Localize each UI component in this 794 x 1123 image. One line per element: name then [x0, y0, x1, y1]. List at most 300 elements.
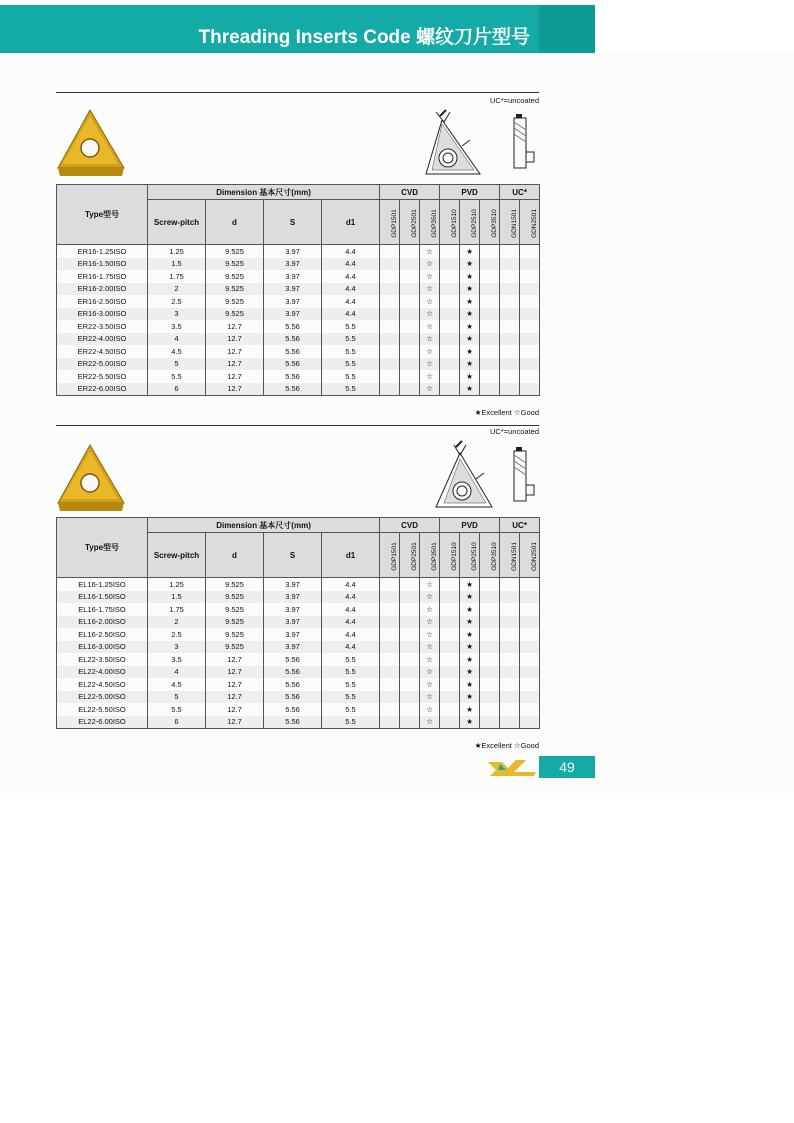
- header-accent: [539, 5, 595, 53]
- grade-cell: [480, 653, 500, 666]
- header-grade: GDP3501: [420, 533, 440, 578]
- header-uc: UC*: [500, 518, 540, 533]
- type-cell: EL22-5.00ISO: [57, 691, 148, 704]
- d1-cell: 4.4: [322, 245, 380, 258]
- header-s: S: [264, 533, 322, 578]
- d1-cell: 4.4: [322, 270, 380, 283]
- grade-cell: ★: [460, 653, 480, 666]
- s-cell: 3.97: [264, 591, 322, 604]
- insert-photo: [56, 106, 128, 178]
- header-grade: GDP1510: [440, 200, 460, 245]
- type-cell: ER22-3.50ISO: [57, 320, 148, 333]
- grade-cell: ★: [460, 345, 480, 358]
- table-row: [57, 666, 540, 679]
- grade-cell: [520, 308, 540, 321]
- header-grade: GDP3510: [480, 200, 500, 245]
- grade-cell: [480, 591, 500, 604]
- grade-cell: [480, 666, 500, 679]
- s-cell: 5.56: [264, 383, 322, 396]
- uncoated-note: UC*=uncoated: [490, 427, 539, 436]
- grade-cell: [500, 703, 520, 716]
- d-cell: 9.525: [206, 270, 264, 283]
- grade-cell: [500, 270, 520, 283]
- d1-cell: 5.5: [322, 653, 380, 666]
- grade-cell: [440, 333, 460, 346]
- table-row: [57, 691, 540, 704]
- grade-cell: [380, 641, 400, 654]
- table-row: [57, 628, 540, 641]
- grade-cell: [480, 716, 500, 729]
- grade-cell: [520, 603, 540, 616]
- table-row: [57, 678, 540, 691]
- pitch-cell: 1.75: [148, 603, 206, 616]
- grade-cell: ★: [460, 308, 480, 321]
- grade-cell: [440, 678, 460, 691]
- grade-cell: ★: [460, 628, 480, 641]
- d1-cell: 5.5: [322, 333, 380, 346]
- grade-cell: [380, 578, 400, 591]
- type-cell: ER22-6.00ISO: [57, 383, 148, 396]
- grade-cell: [440, 320, 460, 333]
- grade-cell: ★: [460, 383, 480, 396]
- pitch-cell: 1.5: [148, 591, 206, 604]
- header-screw-pitch: Screw-pitch: [148, 533, 206, 578]
- table-row: [57, 358, 540, 371]
- grade-cell: ★: [460, 678, 480, 691]
- d1-cell: 5.5: [322, 358, 380, 371]
- header-type: Type型号: [57, 518, 148, 578]
- pitch-cell: 4: [148, 333, 206, 346]
- s-cell: 3.97: [264, 245, 322, 258]
- grade-cell: [440, 383, 460, 396]
- table-row: [57, 270, 540, 283]
- pitch-cell: 5: [148, 691, 206, 704]
- pitch-cell: 6: [148, 383, 206, 396]
- type-cell: EL22-6.00ISO: [57, 716, 148, 729]
- grade-cell: [500, 603, 520, 616]
- grade-cell: [520, 345, 540, 358]
- d1-cell: 5.5: [322, 716, 380, 729]
- grade-cell: ☆: [420, 333, 440, 346]
- header-grade: GDP1501: [380, 533, 400, 578]
- grade-cell: [500, 345, 520, 358]
- s-cell: 3.97: [264, 641, 322, 654]
- grade-cell: [400, 270, 420, 283]
- grade-cell: [440, 716, 460, 729]
- grade-cell: [520, 653, 540, 666]
- d-cell: 9.525: [206, 641, 264, 654]
- pitch-cell: 2.5: [148, 628, 206, 641]
- type-cell: EL22-4.50ISO: [57, 678, 148, 691]
- grade-cell: [440, 283, 460, 296]
- pitch-cell: 1.25: [148, 578, 206, 591]
- grade-cell: [520, 383, 540, 396]
- spec-table-el: [56, 517, 540, 729]
- d1-cell: 5.5: [322, 320, 380, 333]
- type-cell: ER22-4.50ISO: [57, 345, 148, 358]
- d1-cell: 4.4: [322, 641, 380, 654]
- d-cell: 12.7: [206, 666, 264, 679]
- type-cell: EL22-5.50ISO: [57, 703, 148, 716]
- grade-cell: [500, 678, 520, 691]
- d-cell: 12.7: [206, 383, 264, 396]
- grade-cell: ★: [460, 283, 480, 296]
- pitch-cell: 1.75: [148, 270, 206, 283]
- s-cell: 3.97: [264, 283, 322, 296]
- grade-cell: [480, 603, 500, 616]
- header-d1: d1: [322, 533, 380, 578]
- grade-cell: [480, 295, 500, 308]
- header-s: S: [264, 200, 322, 245]
- grade-cell: ★: [460, 295, 480, 308]
- header-screw-pitch: Screw-pitch: [148, 200, 206, 245]
- grade-cell: [520, 283, 540, 296]
- section-rule: [56, 92, 539, 93]
- d-cell: 9.525: [206, 616, 264, 629]
- grade-cell: [440, 358, 460, 371]
- grade-cell: [440, 703, 460, 716]
- grade-cell: ☆: [420, 358, 440, 371]
- grade-cell: [520, 370, 540, 383]
- grade-cell: [400, 691, 420, 704]
- grade-cell: ☆: [420, 716, 440, 729]
- header-d: d: [206, 200, 264, 245]
- table-row: [57, 345, 540, 358]
- d-cell: 12.7: [206, 370, 264, 383]
- header-d: d: [206, 533, 264, 578]
- grade-cell: [480, 333, 500, 346]
- brand-logo: [486, 758, 538, 778]
- header-pvd: PVD: [440, 518, 500, 533]
- grade-cell: [500, 283, 520, 296]
- grade-cell: [380, 258, 400, 271]
- header-grade: GDP3501: [420, 200, 440, 245]
- pitch-cell: 3.5: [148, 320, 206, 333]
- type-cell: EL16-3.00ISO: [57, 641, 148, 654]
- grade-cell: [500, 358, 520, 371]
- grade-cell: [480, 258, 500, 271]
- d1-cell: 4.4: [322, 628, 380, 641]
- grade-cell: [520, 616, 540, 629]
- header-grade: GDP1501: [380, 200, 400, 245]
- header-grade: GDN1501: [500, 200, 520, 245]
- grade-cell: [440, 370, 460, 383]
- rating-legend: ★Excellent ☆Good: [474, 741, 539, 750]
- s-cell: 3.97: [264, 270, 322, 283]
- grade-cell: [520, 641, 540, 654]
- type-cell: ER16-1.25ISO: [57, 245, 148, 258]
- grade-cell: [380, 628, 400, 641]
- grade-cell: ☆: [420, 283, 440, 296]
- grade-cell: [440, 628, 460, 641]
- insert-diagram: [432, 437, 496, 513]
- grade-cell: [480, 345, 500, 358]
- grade-cell: ☆: [420, 308, 440, 321]
- type-cell: EL16-1.25ISO: [57, 578, 148, 591]
- type-cell: ER16-1.50ISO: [57, 258, 148, 271]
- pitch-cell: 4.5: [148, 678, 206, 691]
- table-row: [57, 591, 540, 604]
- grade-cell: [480, 691, 500, 704]
- grade-cell: [400, 716, 420, 729]
- grade-cell: [380, 333, 400, 346]
- header-dimension: Dimension 基本尺寸(mm): [148, 185, 380, 200]
- grade-cell: ★: [460, 616, 480, 629]
- d1-cell: 5.5: [322, 345, 380, 358]
- grade-cell: [480, 616, 500, 629]
- table-row: [57, 295, 540, 308]
- grade-cell: [400, 345, 420, 358]
- grade-cell: [400, 578, 420, 591]
- spec-table-er: [56, 184, 540, 396]
- section-el: [56, 425, 539, 755]
- d-cell: 9.525: [206, 295, 264, 308]
- grade-cell: ★: [460, 320, 480, 333]
- grade-cell: [500, 591, 520, 604]
- type-cell: EL16-2.00ISO: [57, 616, 148, 629]
- grade-cell: [500, 258, 520, 271]
- grade-cell: [380, 308, 400, 321]
- grade-cell: [480, 703, 500, 716]
- grade-cell: [440, 616, 460, 629]
- s-cell: 5.56: [264, 320, 322, 333]
- header-dimension: Dimension 基本尺寸(mm): [148, 518, 380, 533]
- grade-cell: [480, 245, 500, 258]
- grade-cell: [480, 358, 500, 371]
- grade-cell: [500, 616, 520, 629]
- d1-cell: 5.5: [322, 370, 380, 383]
- grade-cell: ☆: [420, 295, 440, 308]
- grade-cell: [480, 320, 500, 333]
- d1-cell: 5.5: [322, 666, 380, 679]
- grade-cell: [380, 716, 400, 729]
- grade-cell: [520, 691, 540, 704]
- d-cell: 12.7: [206, 320, 264, 333]
- s-cell: 3.97: [264, 603, 322, 616]
- grade-cell: ★: [460, 245, 480, 258]
- rating-legend: ★Excellent ☆Good: [474, 408, 539, 417]
- d-cell: 9.525: [206, 628, 264, 641]
- grade-cell: ★: [460, 358, 480, 371]
- s-cell: 3.97: [264, 628, 322, 641]
- header-type: Type型号: [57, 185, 148, 245]
- pitch-cell: 6: [148, 716, 206, 729]
- grade-cell: ☆: [420, 320, 440, 333]
- grade-cell: ☆: [420, 258, 440, 271]
- header-grade: GDP2501: [400, 533, 420, 578]
- grade-cell: [500, 370, 520, 383]
- grade-cell: [500, 691, 520, 704]
- grade-cell: [500, 578, 520, 591]
- grade-cell: ☆: [420, 628, 440, 641]
- grade-cell: [380, 678, 400, 691]
- grade-cell: [520, 358, 540, 371]
- d-cell: 12.7: [206, 678, 264, 691]
- pitch-cell: 3: [148, 641, 206, 654]
- grade-cell: ★: [460, 591, 480, 604]
- grade-cell: [520, 591, 540, 604]
- grade-cell: [500, 320, 520, 333]
- grade-cell: [400, 308, 420, 321]
- grade-cell: [400, 258, 420, 271]
- grade-cell: [380, 295, 400, 308]
- grade-cell: [440, 345, 460, 358]
- type-cell: ER22-5.50ISO: [57, 370, 148, 383]
- d-cell: 12.7: [206, 691, 264, 704]
- table-row: [57, 320, 540, 333]
- table-row: [57, 308, 540, 321]
- insert-side-diagram: [508, 445, 542, 507]
- header-cvd: CVD: [380, 185, 440, 200]
- grade-cell: [400, 370, 420, 383]
- grade-cell: [400, 320, 420, 333]
- header-grade: GDN2501: [520, 200, 540, 245]
- grade-cell: [400, 628, 420, 641]
- grade-cell: [400, 358, 420, 371]
- grade-cell: ☆: [420, 270, 440, 283]
- grade-cell: [380, 383, 400, 396]
- type-cell: EL22-4.00ISO: [57, 666, 148, 679]
- grade-cell: [500, 308, 520, 321]
- grade-cell: [440, 591, 460, 604]
- d1-cell: 5.5: [322, 703, 380, 716]
- d1-cell: 4.4: [322, 616, 380, 629]
- section-er: [56, 92, 539, 422]
- grade-cell: [520, 295, 540, 308]
- d-cell: 12.7: [206, 716, 264, 729]
- grade-cell: [500, 245, 520, 258]
- s-cell: 3.97: [264, 308, 322, 321]
- grade-cell: [500, 333, 520, 346]
- grade-cell: ☆: [420, 345, 440, 358]
- section-rule: [56, 425, 539, 426]
- type-cell: ER22-5.00ISO: [57, 358, 148, 371]
- insert-photo: [56, 441, 128, 513]
- grade-cell: [400, 666, 420, 679]
- d-cell: 12.7: [206, 653, 264, 666]
- grade-cell: [400, 295, 420, 308]
- grade-cell: ☆: [420, 591, 440, 604]
- grade-cell: [440, 641, 460, 654]
- grade-cell: [440, 258, 460, 271]
- grade-cell: ☆: [420, 703, 440, 716]
- grade-cell: [380, 653, 400, 666]
- d-cell: 12.7: [206, 358, 264, 371]
- type-cell: EL16-2.50ISO: [57, 628, 148, 641]
- grade-cell: ☆: [420, 383, 440, 396]
- grade-cell: [380, 245, 400, 258]
- header-uc: UC*: [500, 185, 540, 200]
- grade-cell: [400, 333, 420, 346]
- s-cell: 5.56: [264, 691, 322, 704]
- pitch-cell: 3: [148, 308, 206, 321]
- d-cell: 12.7: [206, 333, 264, 346]
- grade-cell: ★: [460, 370, 480, 383]
- s-cell: 5.56: [264, 703, 322, 716]
- header-grade: GDP2510: [460, 533, 480, 578]
- grade-cell: [520, 258, 540, 271]
- grade-cell: [500, 628, 520, 641]
- header-d1: d1: [322, 200, 380, 245]
- type-cell: ER22-4.00ISO: [57, 333, 148, 346]
- type-cell: EL16-1.75ISO: [57, 603, 148, 616]
- s-cell: 5.56: [264, 370, 322, 383]
- table-row: [57, 245, 540, 258]
- grade-cell: [380, 270, 400, 283]
- pitch-cell: 2: [148, 616, 206, 629]
- grade-cell: [380, 591, 400, 604]
- pitch-cell: 4: [148, 666, 206, 679]
- table-row: [57, 333, 540, 346]
- grade-cell: [480, 283, 500, 296]
- grade-cell: [400, 591, 420, 604]
- grade-cell: [380, 345, 400, 358]
- d-cell: 9.525: [206, 603, 264, 616]
- pitch-cell: 2.5: [148, 295, 206, 308]
- d-cell: 9.525: [206, 245, 264, 258]
- header-bar: [0, 5, 595, 53]
- table-row: [57, 370, 540, 383]
- grade-cell: [520, 716, 540, 729]
- table-row: [57, 703, 540, 716]
- grade-cell: [380, 370, 400, 383]
- grade-cell: ☆: [420, 641, 440, 654]
- d1-cell: 4.4: [322, 308, 380, 321]
- header-grade: GDP2510: [460, 200, 480, 245]
- grade-cell: [480, 370, 500, 383]
- grade-cell: [500, 716, 520, 729]
- grade-cell: [440, 653, 460, 666]
- grade-cell: [380, 603, 400, 616]
- page-title: Threading Inserts Code 螺纹刀片型号: [198, 27, 530, 48]
- grade-cell: ★: [460, 641, 480, 654]
- grade-cell: [380, 283, 400, 296]
- grade-cell: ★: [460, 578, 480, 591]
- grade-cell: ☆: [420, 666, 440, 679]
- header-cvd: CVD: [380, 518, 440, 533]
- grade-cell: [480, 641, 500, 654]
- d-cell: 9.525: [206, 308, 264, 321]
- s-cell: 5.56: [264, 333, 322, 346]
- grade-cell: [520, 703, 540, 716]
- table-row: [57, 716, 540, 729]
- grade-cell: [380, 616, 400, 629]
- grade-cell: [440, 295, 460, 308]
- grade-cell: [380, 666, 400, 679]
- s-cell: 5.56: [264, 358, 322, 371]
- grade-cell: [440, 666, 460, 679]
- type-cell: ER16-3.00ISO: [57, 308, 148, 321]
- grade-cell: [480, 270, 500, 283]
- table-row: [57, 383, 540, 396]
- d-cell: 12.7: [206, 703, 264, 716]
- header-grade: GDN1501: [500, 533, 520, 578]
- grade-cell: [480, 578, 500, 591]
- grade-cell: [520, 245, 540, 258]
- type-cell: EL22-3.50ISO: [57, 653, 148, 666]
- s-cell: 3.97: [264, 295, 322, 308]
- page-number: 49: [539, 756, 595, 778]
- grade-cell: ★: [460, 703, 480, 716]
- header-grade: GDP3510: [480, 533, 500, 578]
- grade-cell: ☆: [420, 578, 440, 591]
- header-grade: GDN2501: [520, 533, 540, 578]
- s-cell: 5.56: [264, 345, 322, 358]
- grade-cell: [380, 320, 400, 333]
- grade-cell: [400, 653, 420, 666]
- pitch-cell: 1.5: [148, 258, 206, 271]
- header-grade: GDP2501: [400, 200, 420, 245]
